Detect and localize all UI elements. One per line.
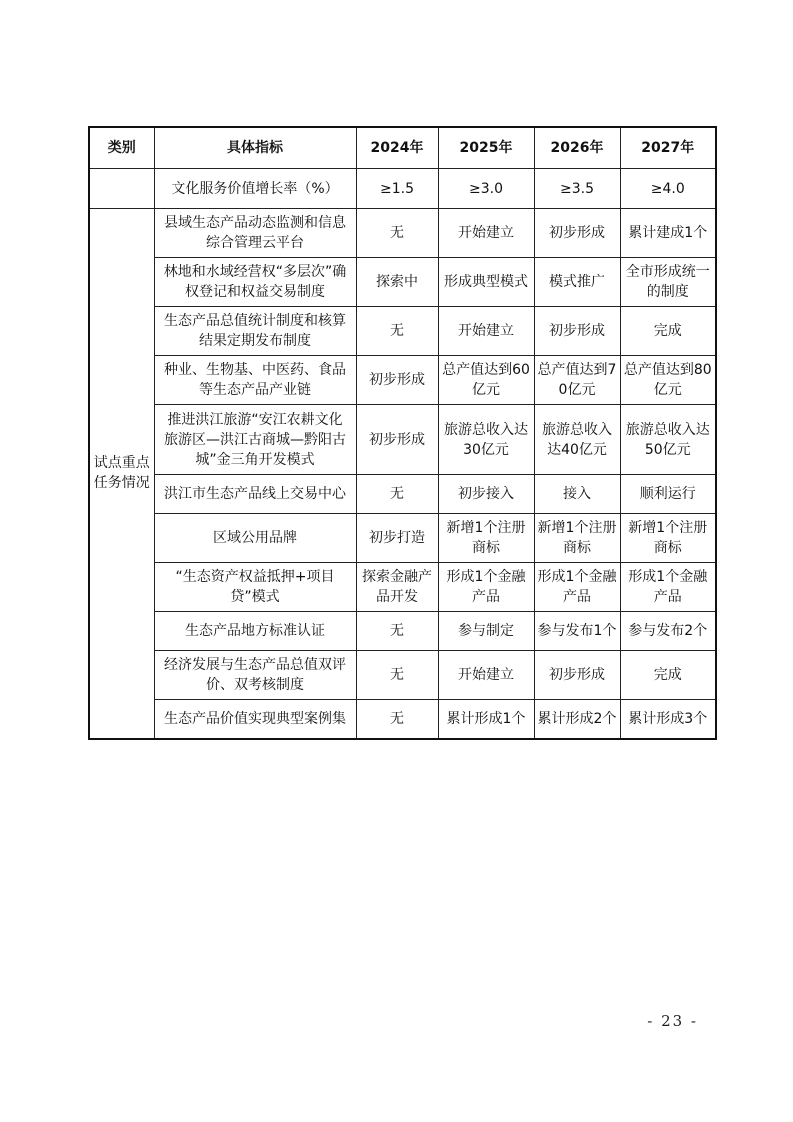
value-2025: ≥3.0 [438, 169, 534, 209]
table-row [89, 563, 716, 612]
table-row [89, 307, 716, 356]
indicator-cell: 生态产品价值实现典型案例集 [154, 700, 356, 739]
value-2024: 无 [356, 209, 438, 258]
header-category: 类别 [89, 127, 154, 169]
value-2024: 无 [356, 651, 438, 700]
table-row [89, 651, 716, 700]
value-2024: ≥1.5 [356, 169, 438, 209]
indicator-cell: 推进洪江旅游“安江农耕文化旅游区—洪江古商城—黔阳古城”金三角开发模式 [154, 405, 356, 475]
indicator-cell: 林地和水域经营权“多层次”确权登记和权益交易制度 [154, 258, 356, 307]
table-row [89, 612, 716, 651]
table-header-row [89, 127, 716, 169]
value-2024: 初步形成 [356, 405, 438, 475]
indicator-cell: 文化服务价值增长率（%） [154, 169, 356, 209]
value-2026: 初步形成 [534, 209, 620, 258]
indicator-cell: 生态产品地方标准认证 [154, 612, 356, 651]
value-2027: 完成 [620, 651, 716, 700]
table-row [89, 356, 716, 405]
table-row [89, 475, 716, 514]
value-2025: 形成1个金融产品 [438, 563, 534, 612]
indicator-cell: 生态产品总值统计制度和核算结果定期发布制度 [154, 307, 356, 356]
value-2025: 开始建立 [438, 307, 534, 356]
value-2026: ≥3.5 [534, 169, 620, 209]
indicator-cell: 区域公用品牌 [154, 514, 356, 563]
value-2027: 形成1个金融产品 [620, 563, 716, 612]
value-2027: 新增1个注册商标 [620, 514, 716, 563]
value-2025: 新增1个注册商标 [438, 514, 534, 563]
value-2027: 累计建成1个 [620, 209, 716, 258]
header-2025: 2025年 [438, 127, 534, 169]
indicator-cell: “生态资产权益抵押+项目贷”模式 [154, 563, 356, 612]
table-row [89, 258, 716, 307]
value-2025: 参与制定 [438, 612, 534, 651]
value-2025: 总产值达到60亿元 [438, 356, 534, 405]
indicator-cell: 经济发展与生态产品总值双评价、双考核制度 [154, 651, 356, 700]
value-2024: 无 [356, 307, 438, 356]
value-2024: 初步形成 [356, 356, 438, 405]
value-2026: 总产值达到70亿元 [534, 356, 620, 405]
value-2026: 接入 [534, 475, 620, 514]
header-2026: 2026年 [534, 127, 620, 169]
indicator-table [88, 126, 717, 740]
value-2026: 模式推广 [534, 258, 620, 307]
value-2026: 初步形成 [534, 651, 620, 700]
table-row [89, 514, 716, 563]
value-2027: 完成 [620, 307, 716, 356]
value-2026: 新增1个注册商标 [534, 514, 620, 563]
value-2027: 全市形成统一的制度 [620, 258, 716, 307]
value-2026: 初步形成 [534, 307, 620, 356]
value-2027: 累计形成3个 [620, 700, 716, 739]
value-2024: 初步打造 [356, 514, 438, 563]
category-cell [89, 169, 154, 209]
value-2027: 参与发布2个 [620, 612, 716, 651]
value-2026: 形成1个金融产品 [534, 563, 620, 612]
table-row [89, 700, 716, 739]
indicator-cell: 洪江市生态产品线上交易中心 [154, 475, 356, 514]
category-cell-task-status: 试点重点任务情况 [89, 209, 154, 739]
header-2024: 2024年 [356, 127, 438, 169]
value-2027: 旅游总收入达50亿元 [620, 405, 716, 475]
value-2025: 开始建立 [438, 651, 534, 700]
header-2027: 2027年 [620, 127, 716, 169]
table-row [89, 209, 716, 258]
value-2024: 无 [356, 700, 438, 739]
table-row [89, 169, 716, 209]
value-2025: 初步接入 [438, 475, 534, 514]
value-2025: 形成典型模式 [438, 258, 534, 307]
value-2027: 顺利运行 [620, 475, 716, 514]
value-2027: ≥4.0 [620, 169, 716, 209]
header-indicator: 具体指标 [154, 127, 356, 169]
value-2024: 无 [356, 475, 438, 514]
value-2025: 开始建立 [438, 209, 534, 258]
value-2025: 累计形成1个 [438, 700, 534, 739]
value-2024: 探索金融产品开发 [356, 563, 438, 612]
value-2024: 无 [356, 612, 438, 651]
value-2025: 旅游总收入达30亿元 [438, 405, 534, 475]
indicator-cell: 县域生态产品动态监测和信息综合管理云平台 [154, 209, 356, 258]
page-number: - 23 - [647, 1012, 698, 1030]
value-2026: 参与发布1个 [534, 612, 620, 651]
table-row [89, 405, 716, 475]
value-2027: 总产值达到80亿元 [620, 356, 716, 405]
value-2026: 旅游总收入达40亿元 [534, 405, 620, 475]
value-2026: 累计形成2个 [534, 700, 620, 739]
indicator-cell: 种业、生物基、中医药、食品等生态产品产业链 [154, 356, 356, 405]
value-2024: 探索中 [356, 258, 438, 307]
